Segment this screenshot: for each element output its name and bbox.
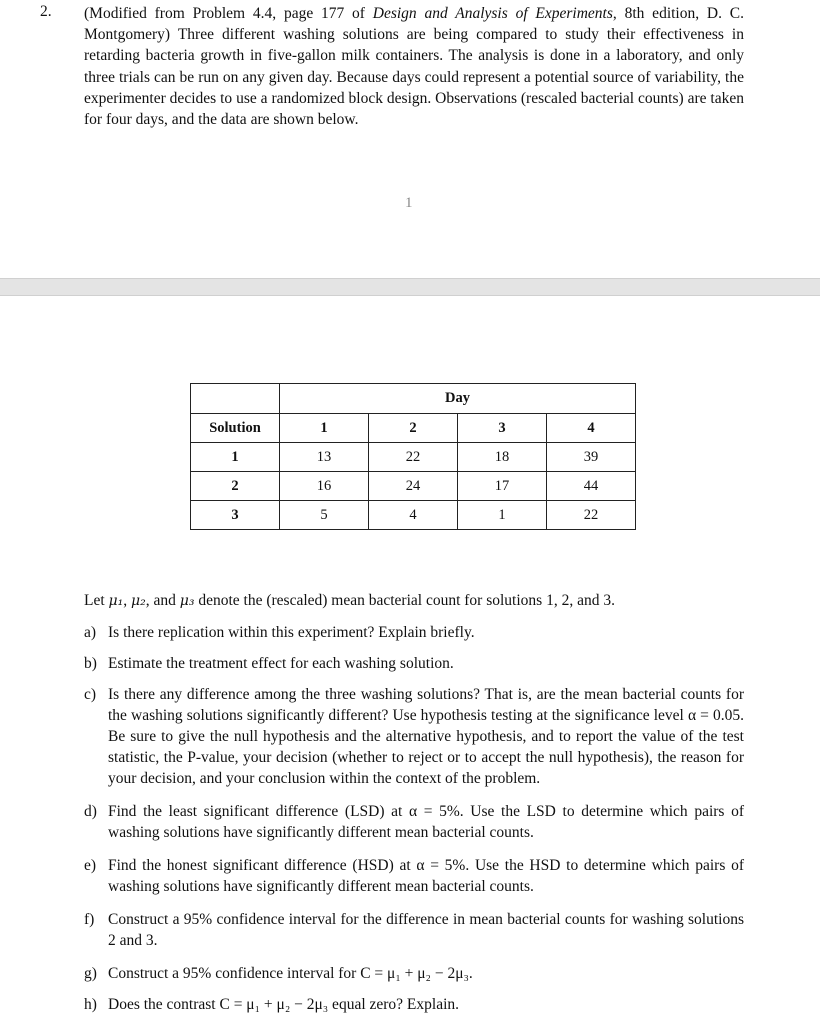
question-text: Is there replication within this experiment? Explain briefly. [108,624,475,641]
page-number: 1 [405,195,413,211]
question-list [84,590,744,1015]
question-text: Find the least significant difference (LSD) at α = 5%. Use the LSD to determine which pairs of washing solutions have significantly different mean bacterial counts. [108,803,744,841]
book-title: Design and Analysis of Experiments [372,5,613,22]
table-cell: 22 [547,501,636,530]
question-label: g) [84,965,97,982]
question-label: h) [84,996,97,1013]
table-corner-cell [191,384,280,414]
solution-label: 3 [191,501,280,530]
table-cell: 13 [280,443,369,472]
data-table [190,383,636,530]
question-text: Construct a 95% confidence interval for the difference in mean bacterial counts for washing solutions 2 and 3. [108,911,744,949]
table-cell: 17 [458,472,547,501]
question-c [84,684,744,789]
lead-separator: , [123,592,131,609]
page-break-divider [0,278,820,296]
table-column-header-row [191,414,636,443]
question-text: Does the contrast C = μ₁ + μ₂ − 2μ₃ equal zero? Explain. [108,996,460,1013]
solution-label: 2 [191,472,280,501]
question-label: d) [84,803,97,820]
lead-sentence [84,590,744,612]
lead-text: denote the (rescaled) mean bacterial count for solutions 1, 2, and 3. [194,592,615,609]
intro-prefix: (Modified from Problem 4.4, page 177 of [84,5,373,22]
question-text: Construct a 95% confidence interval for C = μ₁ + μ₂ − 2μ₃. [108,965,473,982]
question-label: e) [84,857,97,874]
question-b [84,653,744,674]
problem-intro [84,3,744,130]
table-cell: 22 [369,443,458,472]
question-g [84,963,744,984]
day-column-header: 2 [369,414,458,443]
intro-body: , 8th edition, D. C. Montgomery) Three different washing solutions are being compared to study their effectiveness in retarding bacteria growth in five-gallon milk containers. The analysis is done in a laboratory, and only three trials can be run on any given day. Because days could represent a potential source of variability, the experimenter decides to use a randomized block design. Observations (rescaled bacterial counts) are taken for four days, and the data are shown below. [84,5,744,129]
table-cell: 24 [369,472,458,501]
table-cell: 16 [280,472,369,501]
question-text: Estimate the treatment effect for each washing solution. [108,655,454,672]
table-row [191,472,636,501]
table-cell: 5 [280,501,369,530]
question-f [84,909,744,951]
table-cell: 1 [458,501,547,530]
table-cell: 39 [547,443,636,472]
solution-header: Solution [191,414,280,443]
table-row [191,501,636,530]
question-d [84,801,744,843]
question-text: Find the honest significant difference (HSD) at α = 5%. Use the HSD to determine which pairs of washing solutions have significantly different mean bacterial counts. [108,857,744,895]
table-cell: 44 [547,472,636,501]
day-column-header: 1 [280,414,369,443]
problem-number: 2. [40,3,52,20]
table-cell: 4 [369,501,458,530]
question-h [84,994,744,1015]
question-e [84,855,744,897]
question-a [84,622,744,643]
mu1-symbol: μ₁ [108,593,124,609]
table-cell: 18 [458,443,547,472]
solution-label: 1 [191,443,280,472]
mu2-symbol: μ₂ [131,593,146,609]
table-header-row [191,384,636,414]
day-column-header: 4 [547,414,636,443]
lead-separator: , and [145,592,180,609]
question-label: b) [84,655,97,672]
mu3-symbol: μ₃ [179,593,195,609]
question-label: a) [84,624,97,641]
day-group-header: Day [280,384,636,414]
question-label: f) [84,911,95,928]
day-column-header: 3 [458,414,547,443]
table-row [191,443,636,472]
question-text: Is there any difference among the three washing solutions? That is, are the mean bacterial counts for the washing solutions significantly different? Use hypothesis testing at the significance level α = 0.05. Be sure to give the null hypothesis and the alternative hypothesis, and to report the value of the test statistic, the P-value, your decision (whether to reject or to accept the null hypothesis), the reason for your decision, and your conclusion within the context of the problem. [108,686,744,787]
question-label: c) [84,686,97,703]
lead-text: Let [84,592,109,609]
